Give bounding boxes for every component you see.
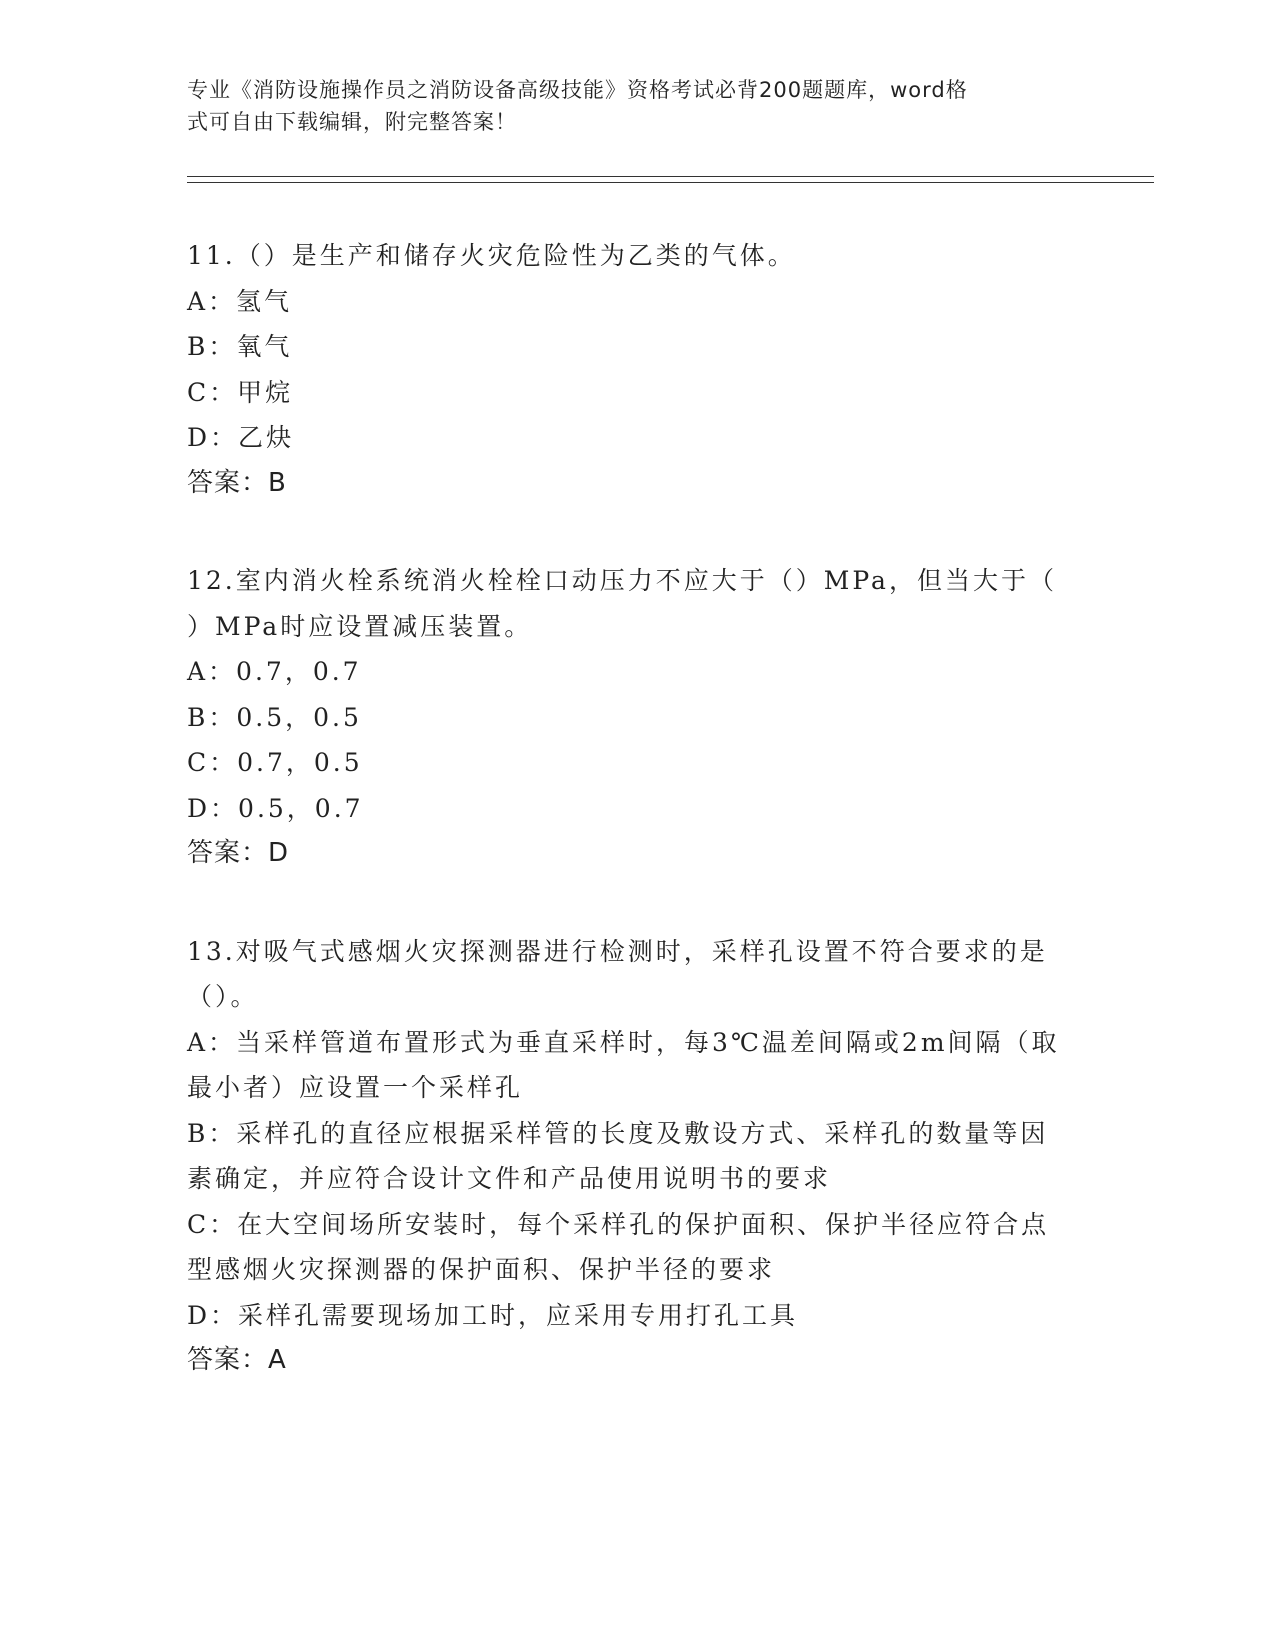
option-c: C：在大空间场所安装时，每个采样孔的保护面积、保护半径应符合点 bbox=[187, 1209, 1050, 1239]
option-d: D：0.5，0.7 bbox=[187, 793, 364, 823]
header-divider-top bbox=[187, 176, 1154, 177]
answer-line: 答案：B bbox=[187, 467, 287, 498]
option-a-continued: 最小者）应设置一个采样孔 bbox=[187, 1073, 524, 1102]
question-list bbox=[187, 233, 1087, 1436]
question-stem: 13.对吸气式感烟火灾探测器进行检测时，采样孔设置不符合要求的是 bbox=[187, 936, 1048, 966]
question-13 bbox=[187, 929, 1087, 1384]
option-c: C：0.7，0.5 bbox=[187, 748, 363, 777]
question-stem: 12.室内消火栓系统消火栓栓口动压力不应大于（）MPa，但当大于（ bbox=[187, 566, 1057, 595]
option-c-continued: 型感烟火灾探测器的保护面积、保护半径的要求 bbox=[187, 1255, 776, 1284]
question-11 bbox=[187, 233, 1087, 506]
question-stem-continued: （）。 bbox=[187, 982, 259, 1011]
header-divider-bottom bbox=[187, 182, 1154, 183]
option-b-continued: 素确定，并应符合设计文件和产品使用说明书的要求 bbox=[187, 1164, 832, 1193]
document-header bbox=[187, 74, 1067, 138]
option-a: A：氢气 bbox=[187, 286, 293, 316]
header-line-2: 式可自由下载编辑，附完整答案！ bbox=[187, 110, 517, 134]
question-stem-continued: ）MPa时应设置减压装置。 bbox=[187, 611, 533, 641]
option-a: A：0.7，0.7 bbox=[187, 657, 362, 686]
answer-line: 答案：D bbox=[187, 838, 290, 868]
header-line-1: 专业《消防设施操作员之消防设备高级技能》资格考试必背200题题库，word格 bbox=[187, 78, 968, 102]
option-a: A：当采样管道布置形式为垂直采样时，每3℃温差间隔或2m间隔（取 bbox=[187, 1027, 1060, 1057]
option-d: D：乙炔 bbox=[187, 423, 295, 452]
option-d: D：采样孔需要现场加工时，应采用专用打孔工具 bbox=[187, 1300, 799, 1330]
question-12 bbox=[187, 558, 1087, 877]
answer-line: 答案：A bbox=[187, 1345, 287, 1375]
option-b: B：采样孔的直径应根据采样管的长度及敷设方式、采样孔的数量等因 bbox=[187, 1118, 1049, 1148]
option-b: B：0.5，0.5 bbox=[187, 702, 362, 732]
option-c: C：甲烷 bbox=[187, 377, 294, 407]
option-b: B：氧气 bbox=[187, 332, 293, 361]
question-stem: 11.（）是生产和储存火灾危险性为乙类的气体。 bbox=[187, 241, 796, 270]
